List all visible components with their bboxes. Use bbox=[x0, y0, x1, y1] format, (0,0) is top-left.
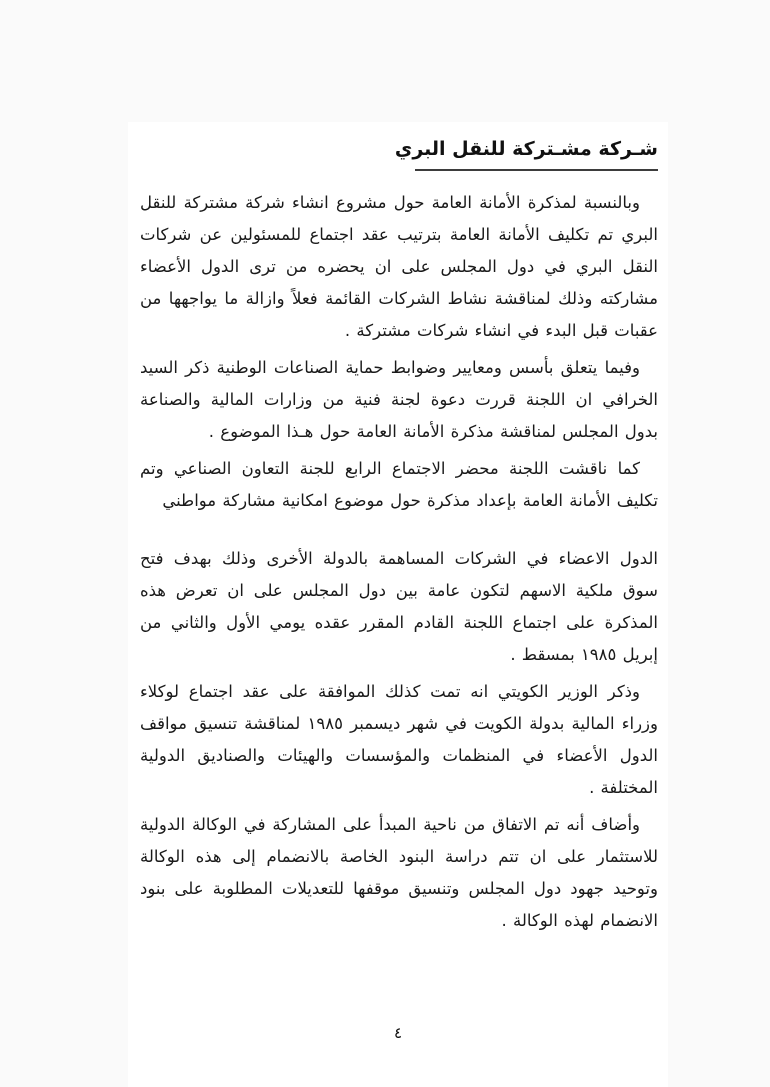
paragraph: الدول الاعضاء في الشركات المساهمة بالدولة الأخرى وذلك بهدف فتح سوق ملكية الاسهم لتكون عامة بين دول المجلس على ان تعرض هذه المذكرة على اجتماع اللجنة القادم المقرر عقده يومي الأول والثاني من إبريل ١٩٨٥ بمسقط . bbox=[140, 549, 658, 664]
paragraph: وبالنسبة لمذكرة الأمانة العامة حول مشروع انشاء شركة مشتركة للنقل البري تم تكليف الأمانة العامة بترتيب عقد اجتماع للمسئولين عن شركات النقل البري في دول المجلس على ان يحضره من ترى الدول الأعضاء مشاركته وذلك لمناقشة نشاط الشركات القائمة فعلاً وازالة ما يواجهها من عقبات قبل البدء في انشاء شركات مشتركة . bbox=[140, 193, 658, 340]
paragraph: وأضاف أنه تم الاتفاق من ناحية المبدأ على المشاركة في الوكالة الدولية للاستثمار على ان تتم دراسة البنود الخاصة بالانضمام إلى هذه الوكالة وتوحيد جهود دول المجلس وتنسيق موقفها للتعديلات المطلوبة على بنود الانضمام لهذه الوكالة . bbox=[140, 815, 658, 930]
title-underline-rule bbox=[415, 169, 658, 171]
page-number: ٤ bbox=[393, 1024, 403, 1042]
paragraph: كما ناقشت اللجنة محضر الاجتماع الرابع للجنة التعاون الصناعي وتم تكليف الأمانة العامة بإعداد مذكرة حول موضوع امكانية مشاركة مواطني bbox=[140, 459, 658, 510]
page-content bbox=[128, 122, 668, 937]
document-page bbox=[128, 122, 668, 1087]
paragraph: وذكر الوزير الكويتي انه تمت كذلك الموافقة على عقد اجتماع لوكلاء وزراء المالية بدولة الكويت في شهر ديسمبر ١٩٨٥ لمناقشة تنسيق مواقف الدول الأعضاء في المنظمات والمؤسسات والهيئات والصناديق الدولية المختلفة . bbox=[140, 682, 658, 797]
page-title: شـركة مشـتركة للنقل البري bbox=[394, 138, 658, 160]
paragraph: وفيما يتعلق بأسس ومعايير وضوابط حماية الصناعات الوطنية ذكر السيد الخرافي ان اللجنة قررت دعوة لجنة فنية من وزارات المالية والصناعة بدول المجلس لمناقشة مذكرة الأمانة العامة حول هـذا الموضوع . bbox=[140, 358, 658, 441]
